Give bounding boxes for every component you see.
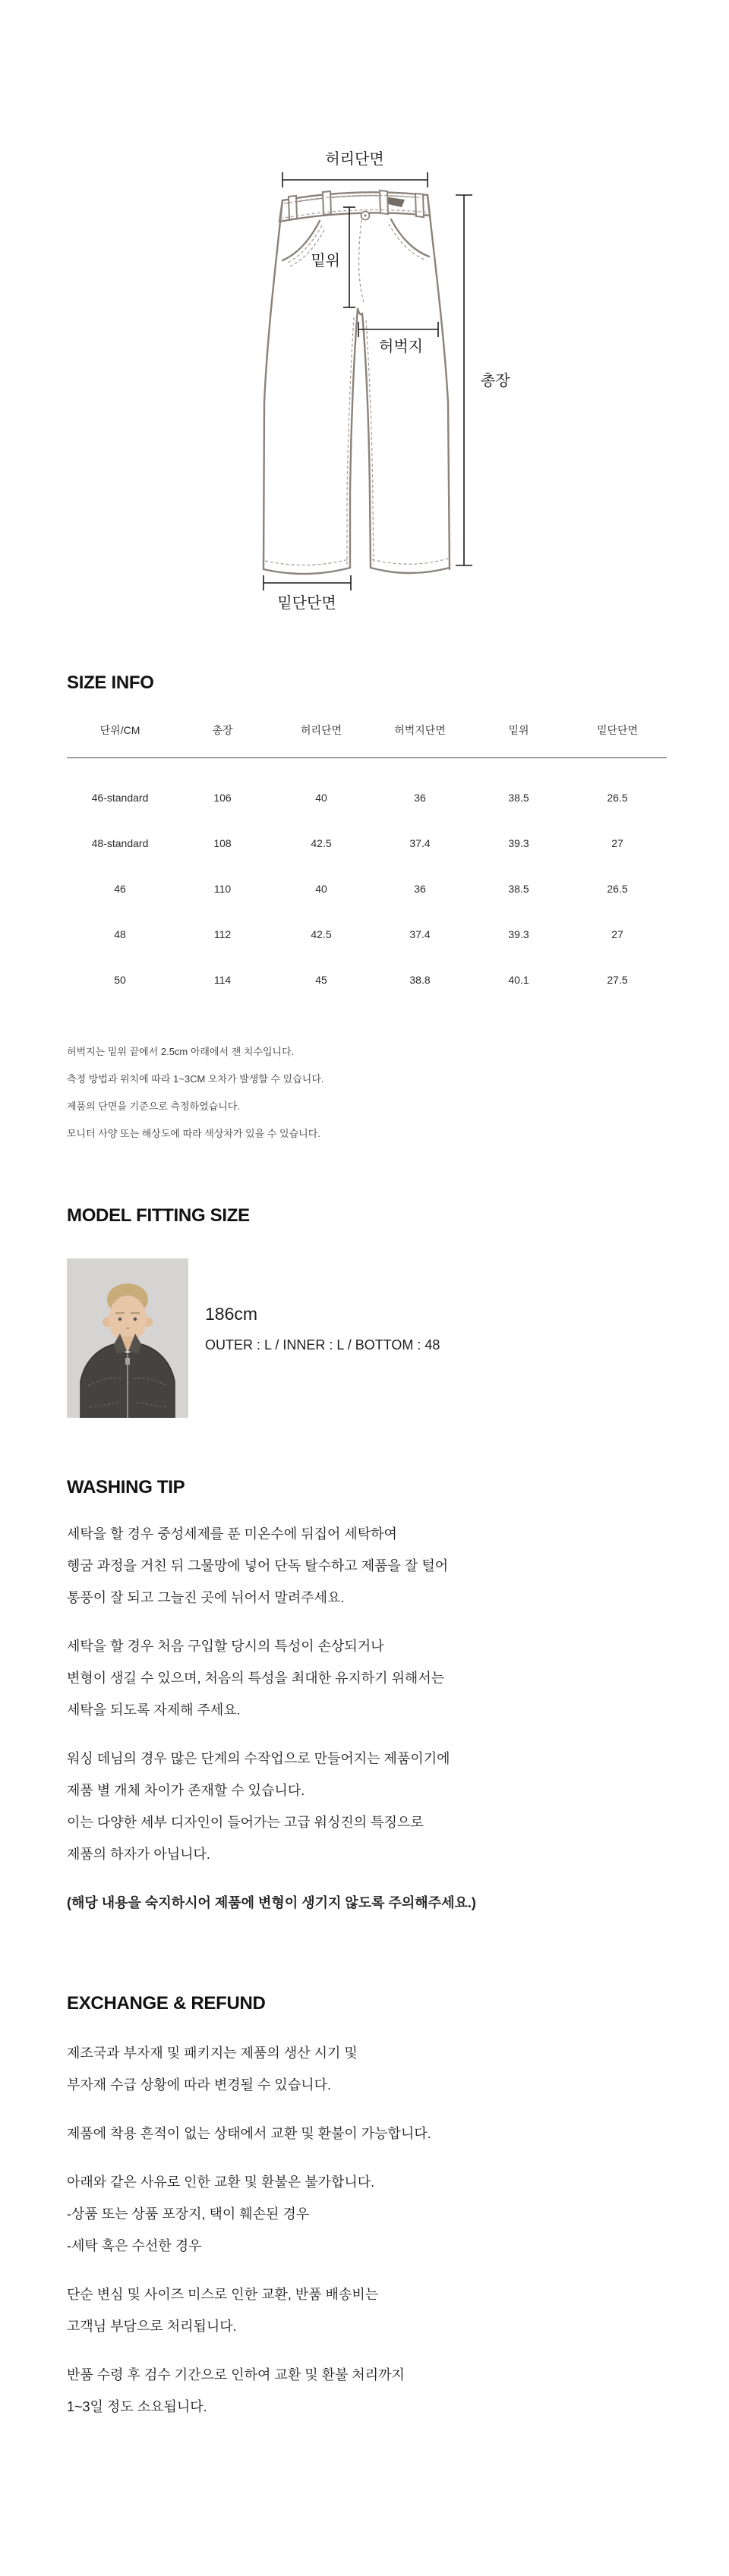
size-table-body (67, 758, 667, 1003)
pants-measurement-diagram (205, 61, 554, 622)
cell: 50 (114, 974, 126, 986)
washing-paragraph (67, 1630, 705, 1726)
text-line: 세탁을 할 경우 중성세제를 푼 미온수에 뒤집어 세탁하여 (67, 1526, 397, 1542)
text-line: 제품의 하자가 아닙니다. (67, 1847, 210, 1862)
size-table-header-row (67, 718, 667, 742)
size-table (67, 718, 667, 1003)
exchange-refund-title: EXCHANGE & REFUND (67, 1993, 266, 2014)
cell: 46 (114, 883, 126, 895)
cell: 46-standard (91, 792, 149, 804)
size-table-header: 밑위 (508, 724, 529, 736)
model-sizes: OUTER : L / INNER : L / BOTTOM : 48 (205, 1337, 440, 1353)
cell: 39.3 (508, 837, 529, 849)
cell: 45 (315, 974, 327, 986)
text-line: 1~3일 정도 소요됩니다. (67, 2399, 207, 2414)
cell: 106 (213, 792, 232, 804)
diagram-label-waist: 허리단면 (325, 151, 384, 168)
size-note-line: 허벅지는 밑위 끝에서 2.5cm 아래에서 잰 치수입니다. (67, 1046, 295, 1057)
cell: 38.8 (409, 974, 431, 986)
cell: 27 (611, 928, 623, 940)
size-table-header: 밑단단면 (596, 724, 639, 736)
size-note-line: 모니터 사양 또는 해상도에 따라 색상차가 있을 수 있습니다. (67, 1128, 320, 1139)
cell: 42.5 (311, 928, 332, 940)
washing-tip-title: WASHING TIP (67, 1477, 185, 1497)
model-fitting-title: MODEL FITTING SIZE (67, 1205, 250, 1226)
cell: 27.5 (607, 974, 628, 986)
cell: 40 (315, 792, 327, 804)
exchange-paragraph (67, 2278, 705, 2342)
size-table-header: 단위/CM (99, 724, 140, 736)
text-line: 헹굼 과정을 거친 뒤 그물망에 넣어 단독 탈수하고 제품을 잘 털어 (67, 1558, 449, 1573)
cell: 48-standard (91, 837, 149, 849)
cell: 37.4 (409, 928, 431, 940)
cell: 26.5 (607, 883, 628, 895)
exchange-paragraph (67, 2118, 705, 2149)
size-info-title: SIZE INFO (67, 672, 154, 693)
cell: 37.4 (409, 837, 431, 849)
exchange-paragraph (67, 2166, 705, 2262)
diagram-label-hem: 밑단단면 (277, 595, 336, 612)
text-line: 부자재 수급 상황에 따라 변경될 수 있습니다. (67, 2077, 331, 2093)
model-fitting-info (205, 1302, 440, 1356)
cell: 42.5 (311, 837, 332, 849)
text-line: 워싱 데님의 경우 많은 단계의 수작업으로 만들어지는 제품이기에 (67, 1751, 450, 1766)
table-row (67, 957, 667, 1003)
size-notes (67, 1038, 324, 1148)
diagram-label-thigh: 허벅지 (379, 339, 423, 355)
text-line: 변형이 생길 수 있으며, 처음의 특성을 최대한 유지하기 위해서는 (67, 1671, 445, 1686)
text-line: 제조국과 부자재 및 패키지는 제품의 생산 시기 및 (67, 2045, 358, 2061)
cell: 26.5 (607, 792, 628, 804)
diagram-label-rise: 밑위 (311, 253, 340, 269)
size-table-header: 허벅지단면 (394, 724, 446, 736)
diagram-label-total-length: 총장 (481, 373, 510, 389)
text-line: 제품에 착용 흔적이 없는 상태에서 교환 및 환불이 가능합니다. (67, 2126, 431, 2141)
size-table-header: 허리단면 (300, 724, 342, 736)
washing-paragraph (67, 1743, 705, 1870)
cell: 40.1 (508, 974, 529, 986)
cell: 38.5 (508, 792, 529, 804)
cell: 108 (213, 837, 232, 849)
text-line: -상품 또는 상품 포장지, 택이 훼손된 경우 (67, 2206, 310, 2222)
cell: 36 (414, 792, 426, 804)
text-line: 이는 다양한 세부 디자인이 들어가는 고급 워싱진의 특징으로 (67, 1815, 424, 1830)
cell: 38.5 (508, 883, 529, 895)
cell: 110 (213, 883, 232, 895)
text-line: 통풍이 잘 되고 그늘진 곳에 뉘어서 말려주세요. (67, 1590, 345, 1605)
cell: 114 (213, 974, 232, 986)
model-photo (67, 1258, 188, 1418)
size-note-line: 제품의 단면을 기준으로 측정하였습니다. (67, 1101, 240, 1112)
text-line: 고객님 부담으로 처리됩니다. (67, 2319, 237, 2334)
cell: 112 (213, 928, 232, 940)
cell: 39.3 (508, 928, 529, 940)
text-line: 세탁을 할 경우 처음 구입할 당시의 특성이 손상되거나 (67, 1639, 384, 1654)
table-row (67, 820, 667, 866)
text-line: 반품 수령 후 검수 기간으로 인하여 교환 및 환불 처리까지 (67, 2367, 405, 2382)
cell: 40 (315, 883, 327, 895)
table-row (67, 912, 667, 957)
table-row (67, 775, 667, 820)
exchange-refund-body (67, 2037, 705, 2423)
table-row (67, 866, 667, 912)
cell: 27 (611, 837, 623, 849)
size-note-line: 측정 방법과 위치에 따라 1~3CM 오차가 발생할 수 있습니다. (67, 1073, 324, 1085)
washing-paragraph (67, 1518, 705, 1614)
washing-warning: (해당 내용을 숙지하시어 제품에 변형이 생기지 않도록 주의해주세요.) (67, 1895, 476, 1910)
text-line: -세탁 혹은 수선한 경우 (67, 2238, 202, 2253)
text-line: 단순 변심 및 사이즈 미스로 인한 교환, 반품 배송비는 (67, 2287, 379, 2302)
text-line: 아래와 같은 사유로 인한 교환 및 환불은 불가합니다. (67, 2174, 375, 2190)
washing-tip-body (67, 1518, 705, 1919)
exchange-paragraph (67, 2359, 705, 2423)
exchange-paragraph (67, 2037, 705, 2101)
cell: 48 (114, 928, 126, 940)
text-line: 제품 별 개체 차이가 존재할 수 있습니다. (67, 1783, 305, 1798)
text-line: 세탁을 되도록 자제해 주세요. (67, 1702, 241, 1718)
model-height: 186cm (205, 1304, 258, 1324)
size-table-header: 총장 (212, 724, 233, 736)
cell: 36 (414, 883, 426, 895)
